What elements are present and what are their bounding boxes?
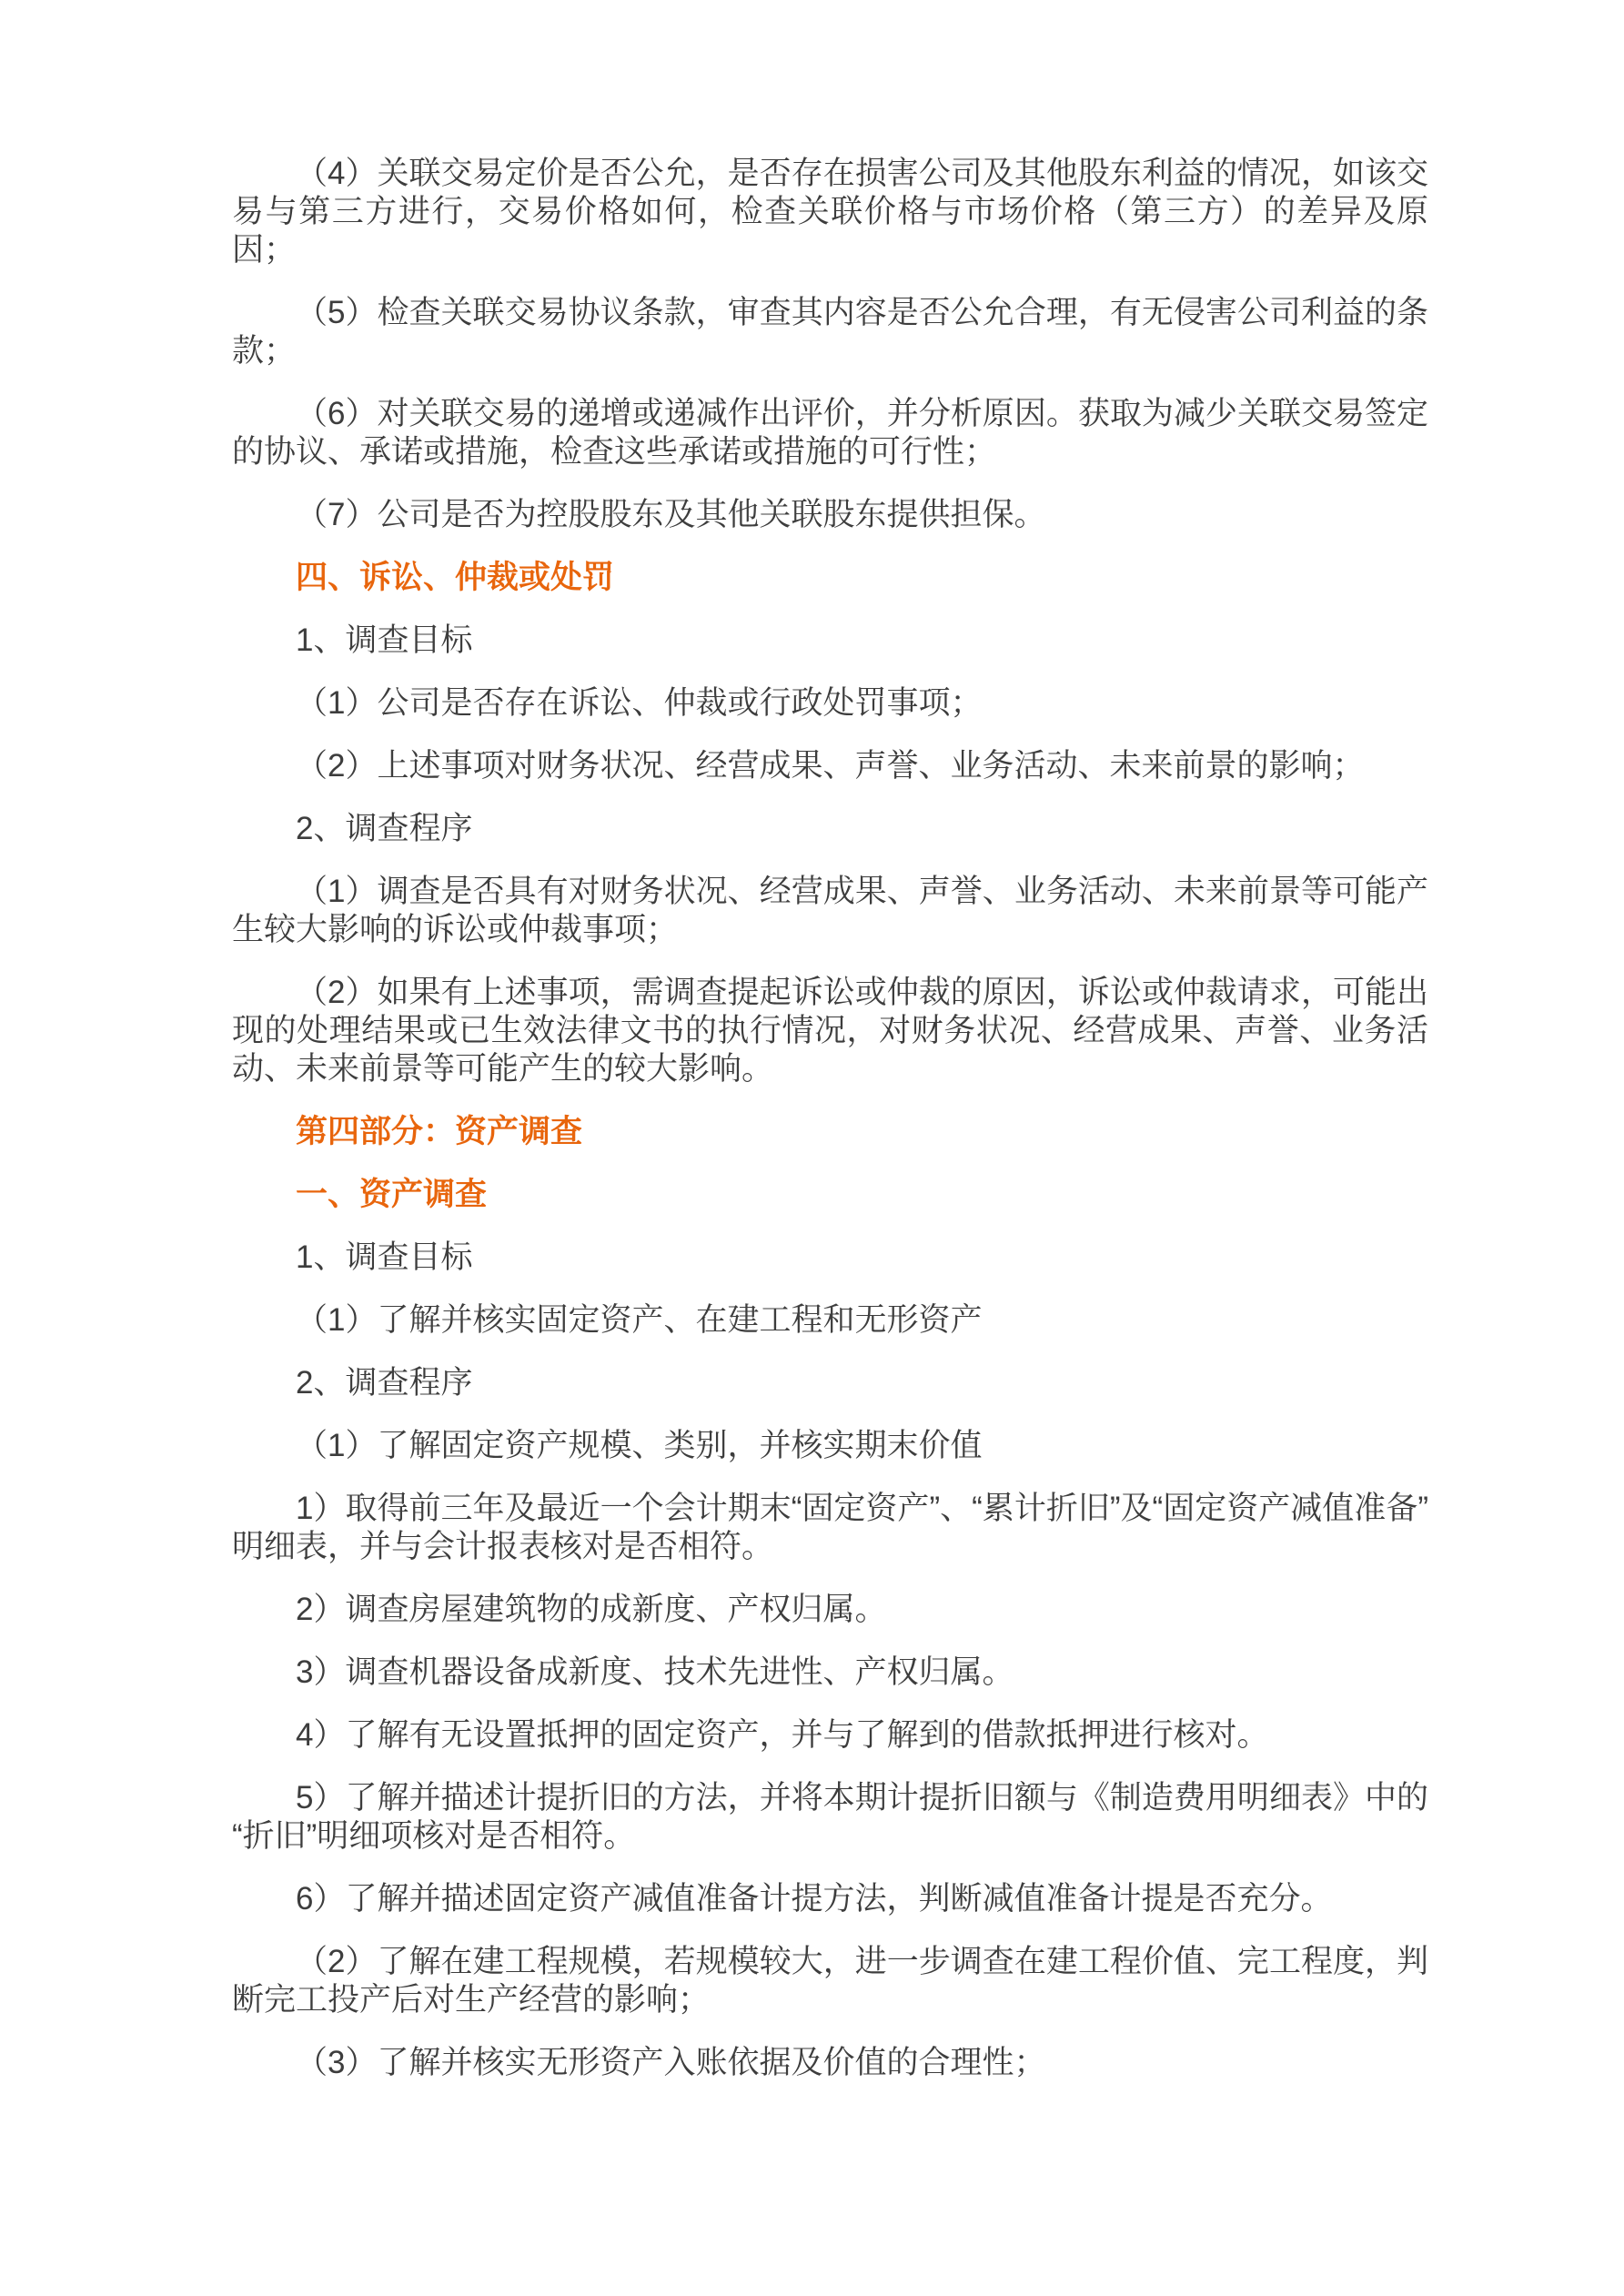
paragraph: （2）如果有上述事项，需调查提起诉讼或仲裁的原因，诉讼或仲裁请求，可能出现的处理结果或已生效法律文书的执行情况，对财务状况、经营成果、声誉、业务活动、未来前景等可能产生的较大影响。 [232, 975, 1428, 1087]
paragraph: （6）对关联交易的递增或递减作出评价，并分析原因。获取为减少关联交易签定的协议、承诺或措施，检查这些承诺或措施的可行性； [232, 396, 1428, 470]
paragraph: 6）了解并描述固定资产减值准备计提方法，判断减值准备计提是否充分。 [296, 1881, 1333, 1917]
paragraph: （2）上述事项对财务状况、经营成果、声誉、业务活动、未来前景的影响； [296, 748, 1365, 784]
paragraph: 5）了解并描述计提折旧的方法，并将本期计提折旧额与《制造费用明细表》中的“折旧”明细项核对是否相符。 [232, 1780, 1428, 1854]
paragraph: 2）调查房屋建筑物的成新度、产权归属。 [296, 1592, 887, 1627]
paragraph: （1）了解并核实固定资产、在建工程和无形资产 [296, 1302, 983, 1338]
section-heading: 一、资产调查 [296, 1177, 488, 1212]
paragraph: （1）了解固定资产规模、类别，并核实期末价值 [296, 1428, 983, 1463]
paragraph: 1）取得前三年及最近一个会计期末“固定资产”、“累计折旧”及“固定资产减值准备”明细表，并与会计报表核对是否相符。 [232, 1491, 1428, 1564]
paragraph: （2）了解在建工程规模，若规模较大，进一步调查在建工程价值、完工程度，判断完工投产后对生产经营的影响； [232, 1944, 1428, 2018]
paragraph: 2、调查程序 [296, 811, 473, 846]
paragraph: （1）公司是否存在诉讼、仲裁或行政处罚事项； [296, 685, 983, 721]
paragraph: 1、调查目标 [296, 1239, 473, 1275]
section-heading: 第四部分：资产调查 [296, 1114, 583, 1149]
paragraph: 3）调查机器设备成新度、技术先进性、产权归属。 [296, 1654, 1014, 1690]
paragraph: （5）检查关联交易协议条款，审查其内容是否公允合理，有无侵害公司利益的条款； [232, 295, 1428, 369]
paragraph: （4）关联交易定价是否公允，是否存在损害公司及其他股东利益的情况，如该交易与第三方进行，交易价格如何，检查关联价格与市场价格（第三方）的差异及原因； [232, 156, 1428, 268]
section-heading: 四、诉讼、仲裁或处罚 [296, 560, 615, 595]
document-content [232, 155, 1428, 2082]
paragraph: 1、调查目标 [296, 622, 473, 658]
paragraph: （7）公司是否为控股股东及其他关联股东提供担保。 [296, 497, 1046, 532]
paragraph: 4）了解有无设置抵押的固定资产，并与了解到的借款抵押进行核对。 [296, 1717, 1269, 1753]
paragraph: 2、调查程序 [296, 1365, 473, 1401]
paragraph: （1）调查是否具有对财务状况、经营成果、声誉、业务活动、未来前景等可能产生较大影响的诉讼或仲裁事项； [232, 874, 1428, 947]
paragraph: （3）了解并核实无形资产入账依据及价值的合理性； [296, 2045, 1046, 2080]
